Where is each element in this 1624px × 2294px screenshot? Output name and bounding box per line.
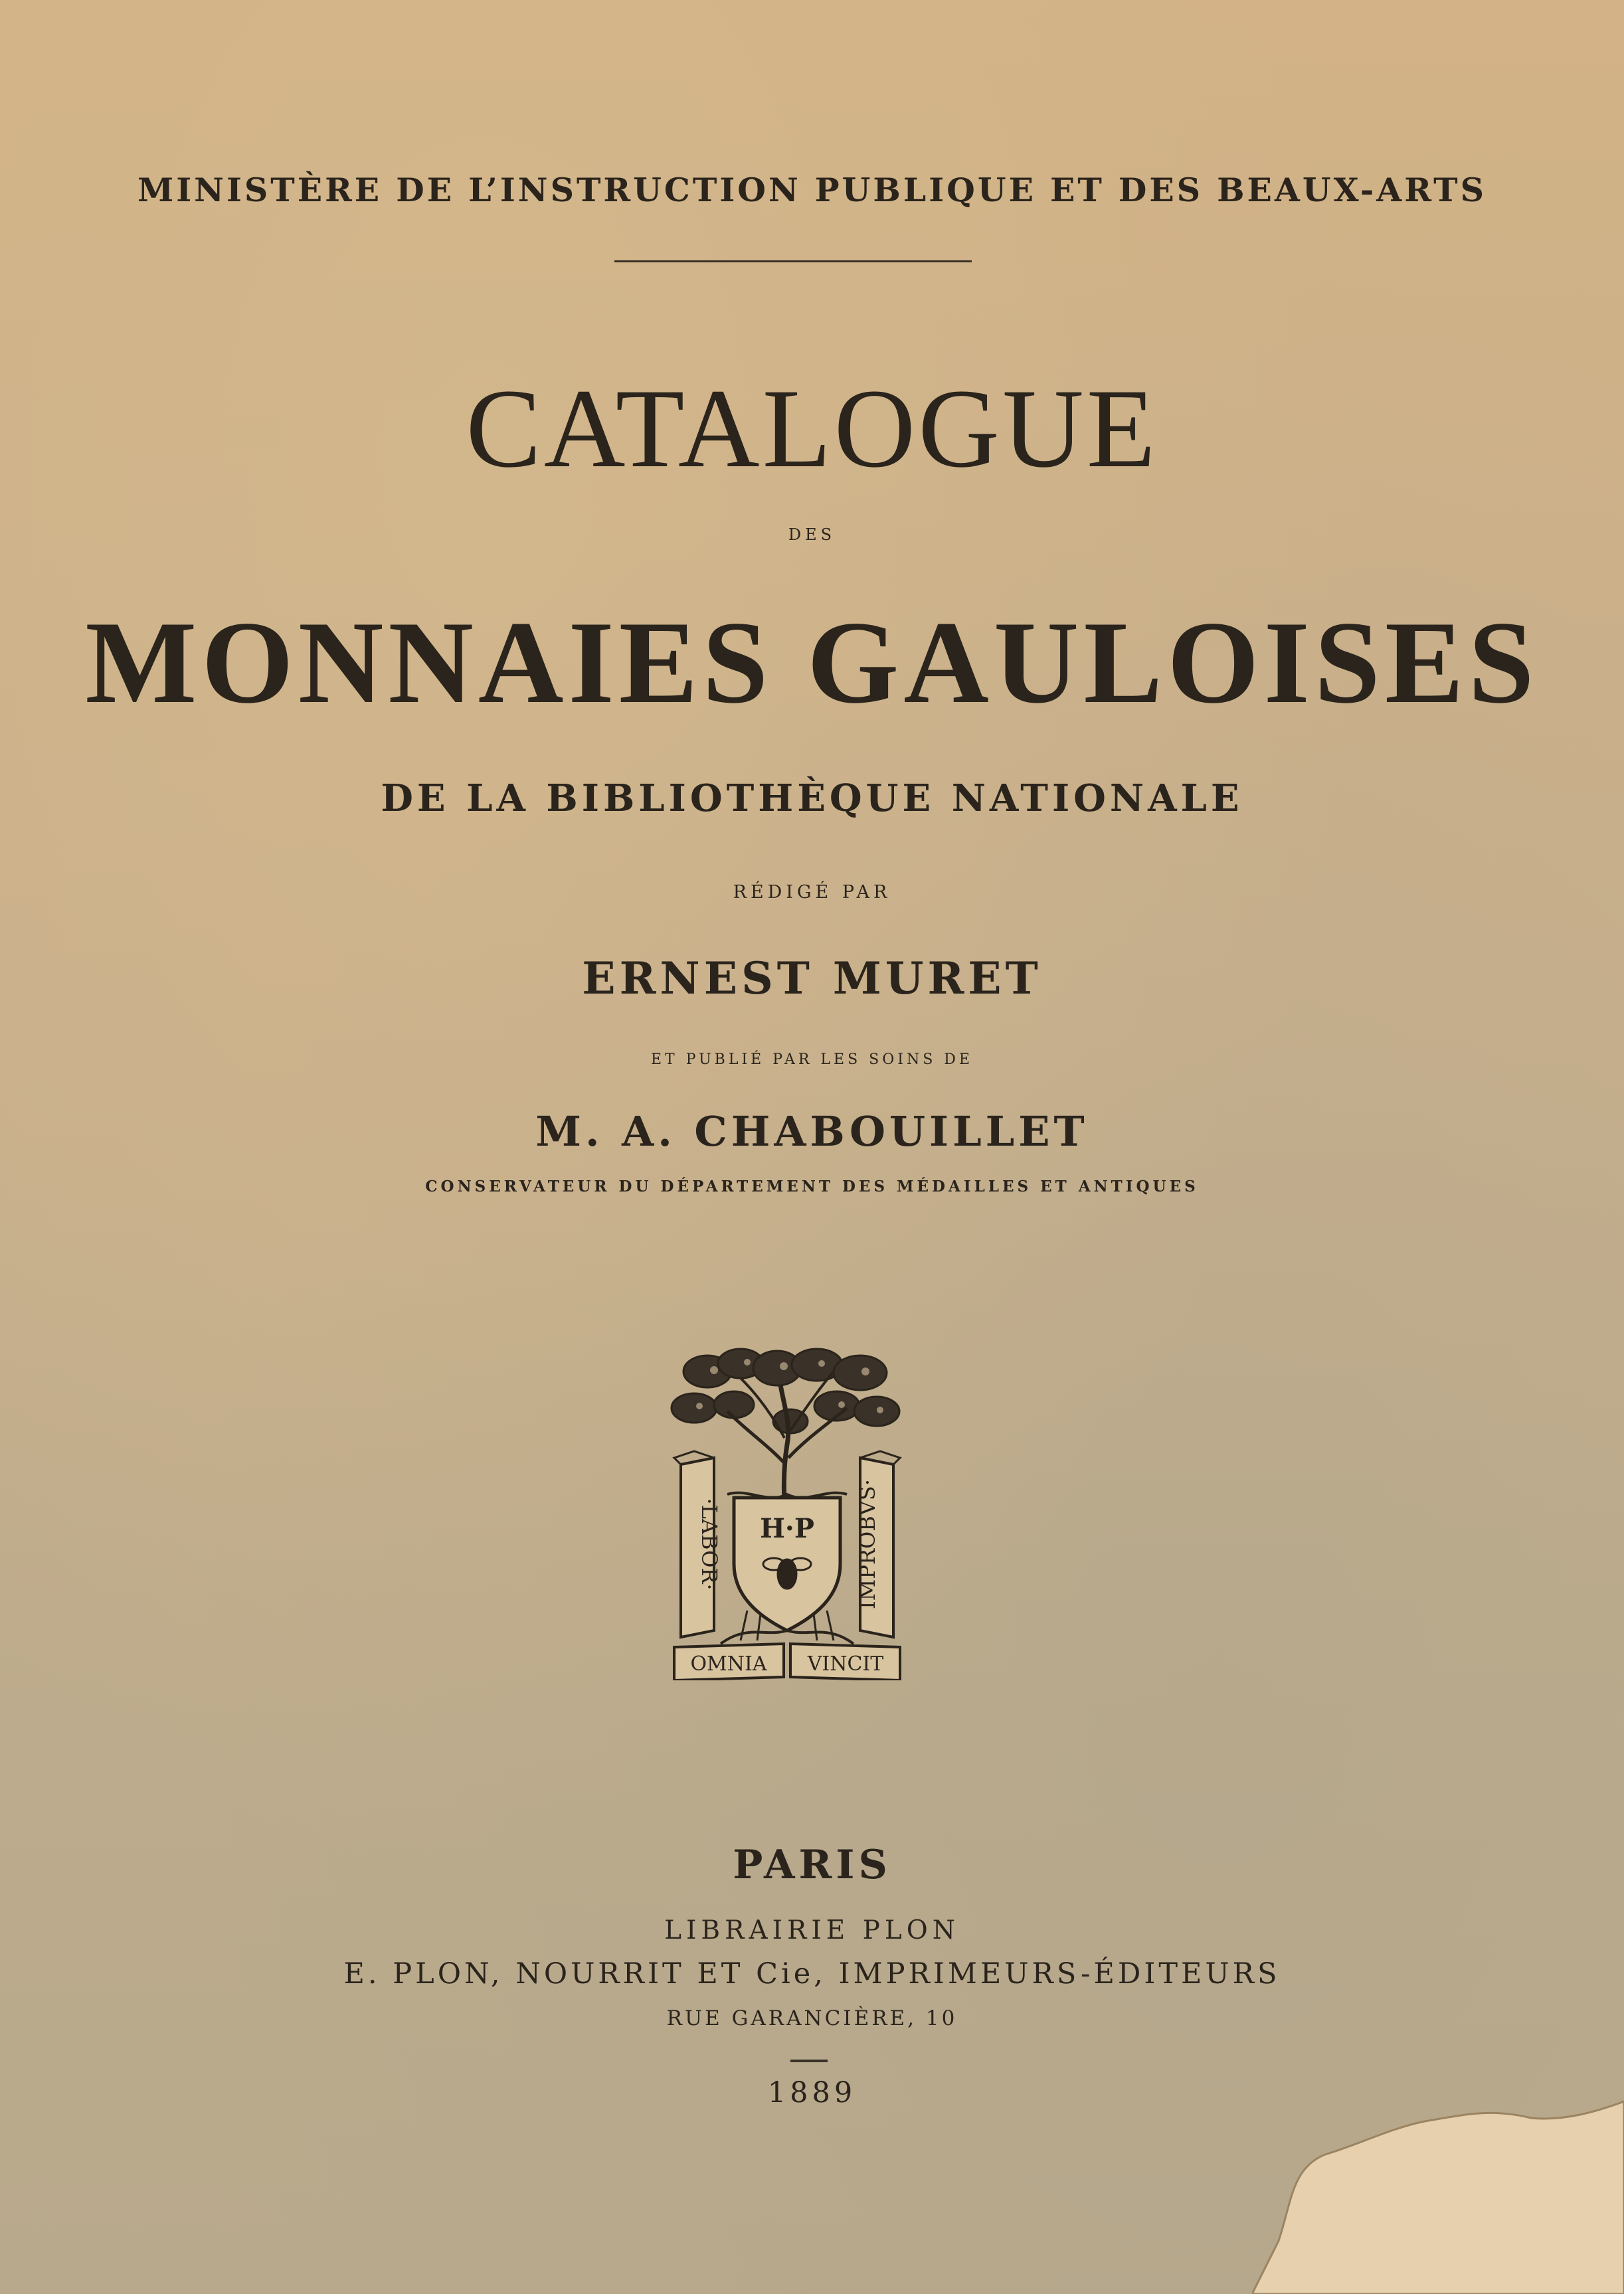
redige-par-label: RÉDIGÉ PAR xyxy=(733,882,891,903)
editor-name: M. A. CHABOUILLET xyxy=(535,1107,1089,1156)
author-name: ERNEST MURET xyxy=(582,952,1042,1004)
header-divider xyxy=(614,260,972,262)
right-banner-text: IMPROBVS· xyxy=(855,1479,880,1609)
torn-corner xyxy=(1252,2081,1624,2294)
publie-par-label: ET PUBLIÉ PAR LES SOINS DE xyxy=(651,1051,973,1068)
bottom-right-banner-text: VINCIT xyxy=(807,1652,884,1676)
imprint-divider xyxy=(790,2060,828,2062)
imprint-year: 1889 xyxy=(767,2076,857,2109)
imprint-printers: E. PLON, NOURRIT ET Cie, IMPRIMEURS-ÉDITEURS xyxy=(343,1957,1281,1990)
editor-role: CONSERVATEUR DU DÉPARTEMENT DES MÉDAILLES ET ANTIQUES xyxy=(425,1178,1199,1195)
title-subtitle: DE LA BIBLIOTHÈQUE NATIONALE xyxy=(381,776,1243,820)
imprint-city: PARIS xyxy=(733,1842,891,1888)
imprint-address: RUE GARANCIÈRE, 10 xyxy=(666,2006,958,2030)
title-catalogue: CATALOGUE xyxy=(466,366,1158,491)
printers-mark-emblem xyxy=(668,1345,907,1680)
left-banner-text: ·LABOR· xyxy=(697,1498,722,1591)
title-connector: DES xyxy=(788,525,836,544)
monogram-text: H·P xyxy=(760,1513,814,1544)
imprint-publisher: LIBRAIRIE PLON xyxy=(664,1915,960,1945)
ministry-heading: MINISTÈRE DE L’INSTRUCTION PUBLIQUE ET DES BEAUX-ARTS xyxy=(137,171,1487,209)
bottom-left-banner-text: OMNIA xyxy=(690,1652,767,1676)
title-monnaies-gauloises: MONNAIES GAULOISES xyxy=(85,596,1539,728)
